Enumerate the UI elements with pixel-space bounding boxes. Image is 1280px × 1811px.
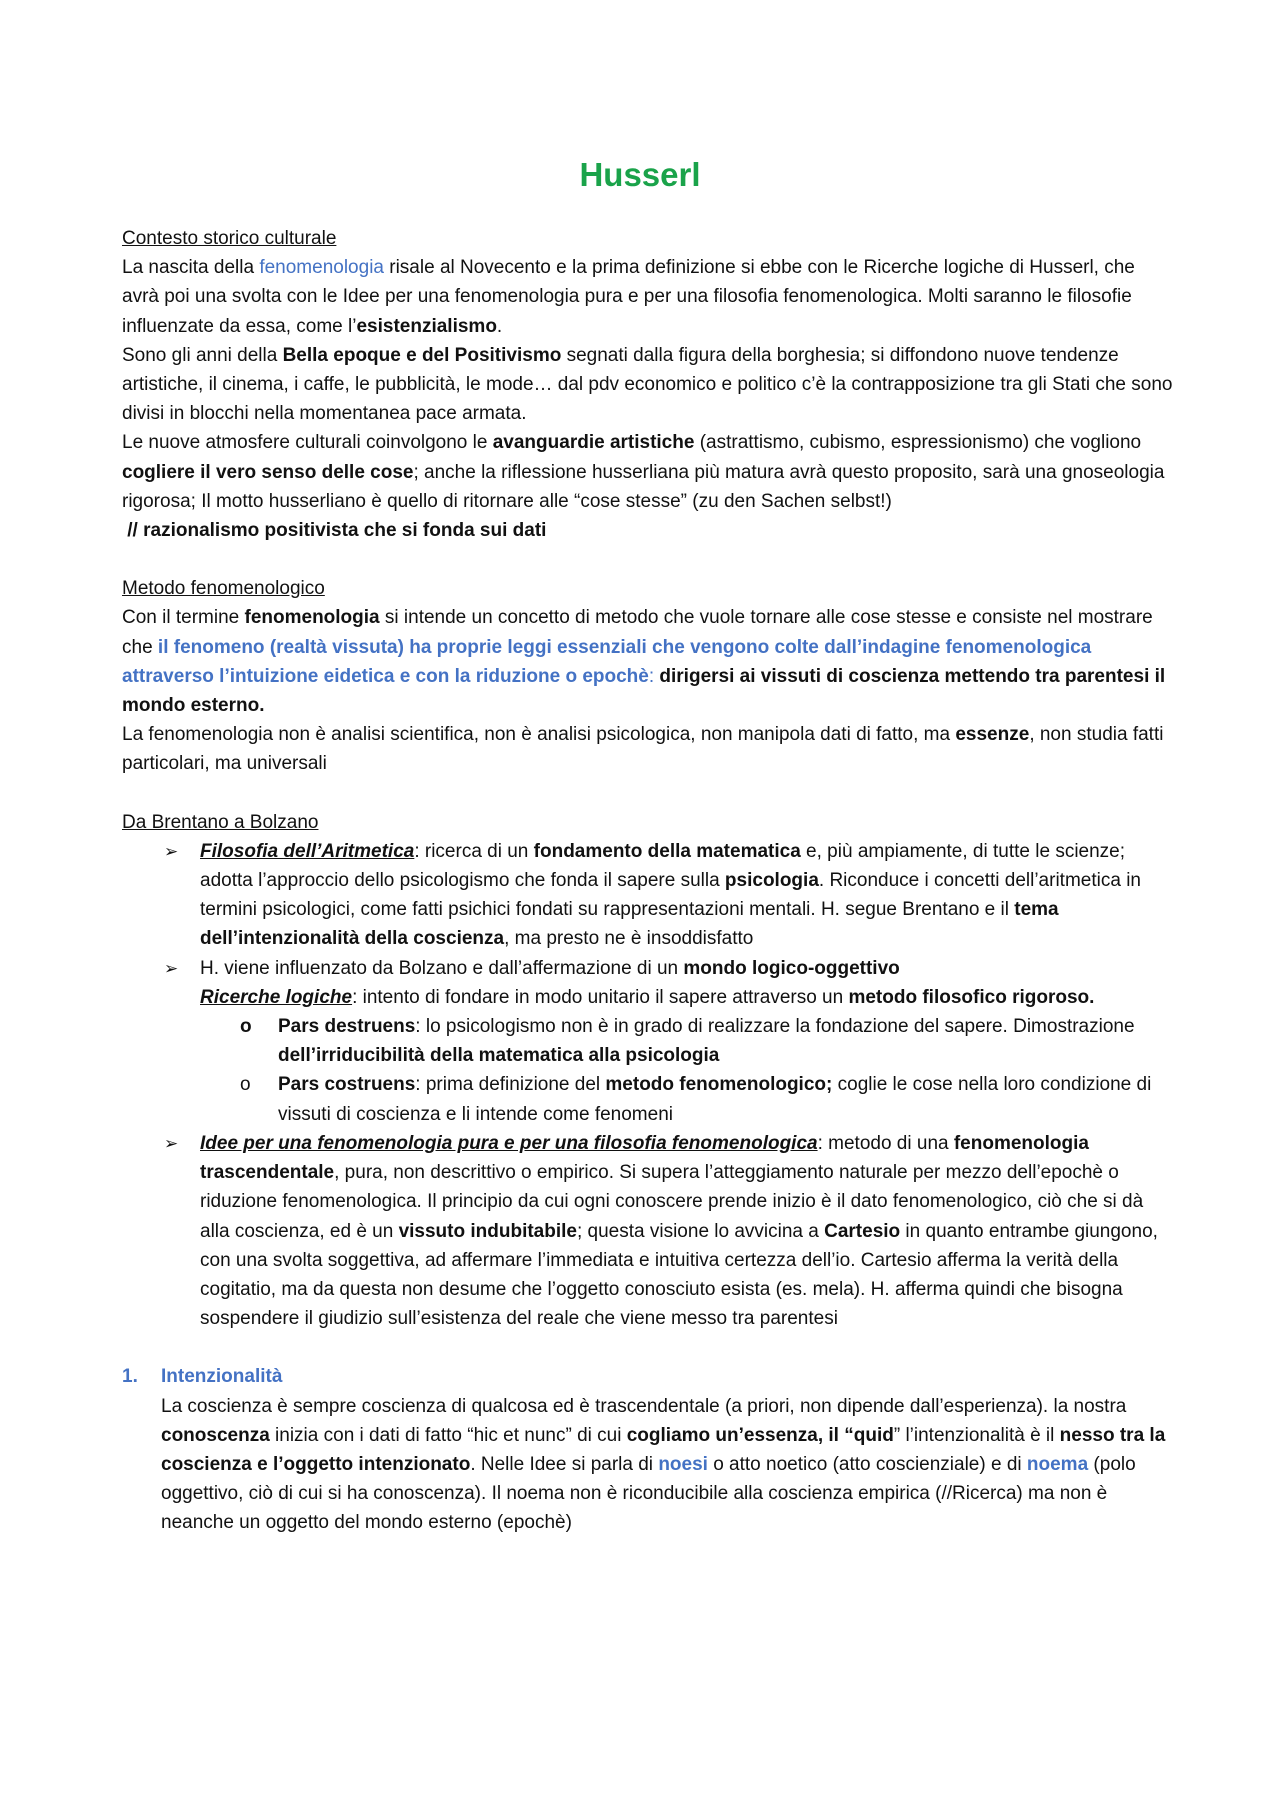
paragraph: Con il termine fenomenologia si intende un concetto di metodo che vuole tornare alle cose stesse e consiste nel mostrare che il fenomeno (realtà vissuta) ha proprie leggi essenziali che vengono colte dall’indagine fenomenologica attraverso l’intuizione eidetica e con la riduzione o epochè: dirigersi ai vissuti di coscienza mettendo tra parentesi il mondo esterno. [122, 607, 1166, 717]
sub-list [200, 1012, 1177, 1129]
section-heading-contesto: Contesto storico culturale [122, 228, 337, 249]
sub-list-item: o Pars destruens: lo psicologismo non è in grado di realizzare la fondazione del sapere. Dimostrazione dell’irriducibilità della matematica alla psicologia [278, 1012, 1177, 1070]
spacer [122, 545, 1177, 574]
section-heading-intenzionalita: Intenzionalità [161, 1366, 283, 1388]
item-number: 1. [122, 1366, 138, 1388]
sub-list-item: o Pars costruens: prima definizione del metodo fenomenologico; coglie le cose nella loro condizione di vissuti di coscienza e li intende come fenomeni [278, 1070, 1177, 1128]
bullet-list [122, 837, 1177, 1333]
spacer [122, 779, 1177, 808]
note-line: // razionalismo positivista che si fonda sui dati [122, 520, 547, 542]
list-item: ➢ Idee per una fenomenologia pura e per una filosofia fenomenologica: metodo di una fenomenologia trascendentale, pura, non descrittivo o empirico. Si supera l’atteggiamento naturale per mezzo dell’epochè o riduzione fenomenologica. Il principio da cui ogni conoscere prende inizio è il dato fenomenologico, ciò che si dà alla coscienza, ed è un vissuto indubitabile; questa visione lo avvicina a Cartesio in quanto entrambe giungono, con una svolta soggettiva, ad affermare l’immediata e intuitiva certezza dell’io. Cartesio afferma la verità della cogitatio, ma da questa non desume che l’oggetto conosciuto esista (es. mela). H. afferma quindi che bisogna sospendere il giudizio sull’esistenza del reale che viene messo tra parentesi [200, 1129, 1177, 1333]
numbered-item [122, 1362, 1177, 1537]
arrow-bullet-icon: ➢ [164, 1133, 179, 1153]
circle-bullet-icon: o [240, 1074, 251, 1096]
list-item: ➢ Filosofia dell’Aritmetica: ricerca di un fondamento della matematica e, più ampiamente, di tutte le scienze; adotta l’approccio dello psicologismo che fonda il sapere sulla psicologia. Riconduce i concetti dell’aritmetica in termini psicologici, come fatti psichici fondati su rappresentazioni mentali. H. segue Brentano e il tema dell’intenzionalità della coscienza, ma presto ne è insoddisfatto [200, 837, 1177, 954]
list-item-line: H. viene influenzato da Bolzano e dall’affermazione di un mondo logico-oggettivo [200, 957, 900, 979]
numbered-list [122, 1362, 1177, 1537]
paragraph: La nascita della fenomenologia risale al Novecento e la prima definizione si ebbe con le Ricerche logiche di Husserl, che avrà poi una svolta con le Idee per una fenomenologia pura e per una filosofia fenomenologica. Molti saranno le filosofie influenzate da essa, come l’esistenzialismo. [122, 257, 1135, 337]
highlight-term: fenomenologia [259, 257, 384, 279]
paragraph: Le nuove atmosfere culturali coinvolgono le avanguardie artistiche (astrattismo, cubismo, espressionismo) che vogliono cogliere il vero senso delle cose; anche la riflessione husserliana più matura avrà questo proposito, sarà una gnoseologia rigorosa; Il motto husserliano è quello di ritornare alle “cose stesse” (zu den Sachen selbst!) [122, 432, 1165, 512]
paragraph: Sono gli anni della Bella epoque e del Positivismo segnati dalla figura della borghesia; si diffondono nuove tendenze artistiche, il cinema, i caffe, le pubblicità, le mode… dal pdv economico e politico c’è la contrapposizione tra gli Stati che sono divisi in blocchi nella momentanea pace armata. [122, 344, 1173, 425]
page-title: Husserl [579, 156, 701, 193]
arrow-bullet-icon: ➢ [164, 958, 179, 978]
paragraph: La coscienza è sempre coscienza di qualcosa ed è trascendentale (a priori, non dipende dall’esperienza). la nostra conoscenza inizia con i dati di fatto “hic et nunc” di cui cogliamo un’essenza, il “quid” l’intenzionalità è il nesso tra la coscienza e l’oggetto intenzionato. Nelle Idee si parla di noesi o atto noetico (atto coscienziale) e di noema (polo oggettivo, ciò di cui si ha conoscenza). Il noema non è riconducibile alla coscienza empirica (//Ricerca) ma non è neanche un oggetto del mondo esterno (epochè) [161, 1395, 1166, 1534]
list-item [164, 954, 1177, 1129]
arrow-bullet-icon: ➢ [164, 841, 179, 861]
section-heading-metodo: Metodo fenomenologico [122, 578, 325, 600]
circle-bullet-icon: o [240, 1016, 252, 1038]
spacer [122, 1333, 1177, 1362]
list-item-line: Ricerche logiche: intento di fondare in modo unitario il sapere attraverso un metodo filosofico rigoroso. [200, 986, 1095, 1008]
document-body [122, 224, 1177, 1538]
section-heading-brentano: Da Brentano a Bolzano [122, 811, 319, 833]
paragraph: La fenomenologia non è analisi scientifica, non è analisi psicologica, non manipola dati di fatto, ma essenze, non studia fatti particolari, ma universali [122, 724, 1164, 775]
